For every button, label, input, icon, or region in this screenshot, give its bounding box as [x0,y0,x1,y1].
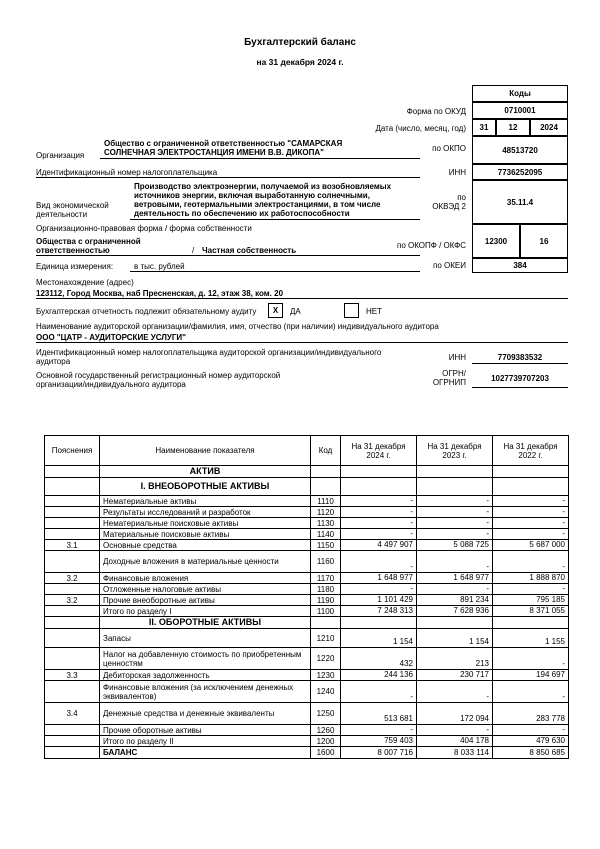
row-note [45,736,100,747]
row-value-2022: 8 850 685 [493,747,569,759]
row-code: 1170 [311,573,341,584]
table-row [45,551,569,573]
row-value-2022: 1 888 870 [493,573,569,584]
row-note: 3.2 [45,595,100,606]
row-code: 1260 [311,725,341,736]
row-note [45,584,100,595]
row-note [45,496,100,507]
row-value-2024: 759 403 [341,736,417,747]
table-row [45,540,569,551]
row-value-2022: 8 371 055 [493,606,569,617]
okopf-value: 12300 [472,224,520,258]
audit-no-checkbox[interactable] [344,303,359,318]
row-code: 1140 [311,529,341,540]
unit-value: в тыс. рублей [134,262,185,271]
row-value-2024: - [341,507,417,518]
row-value-2023: - [417,518,493,529]
auditor-inn-underline [472,363,568,364]
row-value-2022: - [493,725,569,736]
row-value-2023: 5 088 725 [417,540,493,551]
auditor-inn-label: ИНН [448,353,466,362]
row-name: Материальные поисковые активы [100,529,311,540]
row-value-2022: 1 155 [493,629,569,648]
row-value-2023: 1 154 [417,629,493,648]
row-value-2024: 513 681 [341,703,417,725]
row-value-2024: - [341,725,417,736]
activity-underline [130,219,420,220]
row-note [45,725,100,736]
table-row [45,507,569,518]
okei-label: по ОКЕИ [433,261,466,270]
row-value-2023: 891 234 [417,595,493,606]
row-value-2024: 244 136 [341,670,417,681]
row-name: Прочие внеоборотные активы [100,595,311,606]
org-name: Общество с ограниченной ответственностью "САМАРСКАЯ СОЛНЕЧНАЯ ЭЛЕКТРОСТАНЦИЯ ИМЕНИ В.В. ДИКОПА" [104,139,343,157]
assets-heading: АКТИВ [100,466,311,478]
row-value-2024: 1 154 [341,629,417,648]
balance-table [44,435,569,759]
ownership-value: Частная собственность [202,246,297,255]
date-day: 31 [472,119,496,136]
row-name: Финансовые вложения (за исключением денежных эквивалентов) [100,681,311,703]
date-label: Дата (число, месяц, год) [375,124,466,133]
row-value-2024: - [341,584,417,595]
row-code: 1120 [311,507,341,518]
row-value-2024: - [341,529,417,540]
row-value-2024: - [341,518,417,529]
audit-yes-checkbox[interactable]: X [268,303,283,318]
location-label: Местонахождение (адрес) [36,278,134,287]
audit-yes-label: ДА [290,307,301,316]
row-code: 1250 [311,703,341,725]
date-year: 2024 [530,119,568,136]
row-value-2023: - [417,496,493,507]
auditor-ogrn-value: 1027739707203 [491,374,549,383]
row-name: Денежные средства и денежные эквиваленты [100,703,311,725]
taxid-underline [36,177,420,178]
row-note [45,518,100,529]
auditor-underline [36,342,568,343]
section2-row [45,617,569,629]
inn-value: 7736252095 [472,164,568,180]
legal-form-value: Общества с ограниченной ответственностью [36,237,141,255]
row-name: Результаты исследований и разработок [100,507,311,518]
row-value-2022: 194 697 [493,670,569,681]
row-value-2024: 8 007 716 [341,747,417,759]
activity-label: Вид экономической деятельности [36,201,109,219]
row-value-2022: - [493,551,569,573]
table-row [45,648,569,670]
row-value-2022: - [493,496,569,507]
row-name: Итого по разделу II [100,736,311,747]
table-row [45,573,569,584]
row-code: 1230 [311,670,341,681]
row-value-2024: 4 497 907 [341,540,417,551]
row-note [45,681,100,703]
row-code: 1180 [311,584,341,595]
row-value-2022: 479 630 [493,736,569,747]
row-name: Итого по разделу I [100,606,311,617]
row-note [45,648,100,670]
header-notes: Пояснения [45,436,100,466]
table-header-row [45,436,569,466]
table-row [45,670,569,681]
row-code: 1100 [311,606,341,617]
row-value-2022: 5 687 000 [493,540,569,551]
row-value-2022: - [493,529,569,540]
row-note [45,629,100,648]
row-note: 3.3 [45,670,100,681]
row-name: Основные средства [100,540,311,551]
row-name: Финансовые вложения [100,573,311,584]
okud-label: Форма по ОКУД [406,107,466,116]
doc-date: на 31 декабря 2024 г. [256,57,344,67]
section1-row [45,478,569,496]
row-value-2023: 7 628 936 [417,606,493,617]
table-row [45,529,569,540]
doc-title: Бухгалтерский баланс [244,37,356,48]
header-code: Код [311,436,341,466]
taxid-label: Идентификационный номер налогоплательщика [36,168,218,177]
header-col2: На 31 декабря 2023 г. [417,436,493,466]
table-row [45,747,569,759]
row-name: БАЛАНС [100,747,311,759]
row-name: Отложенные налоговые активы [100,584,311,595]
row-name: Запасы [100,629,311,648]
row-value-2024: - [341,681,417,703]
row-name: Налог на добавленную стоимость по приобретенным ценностям [100,648,311,670]
row-code: 1160 [311,551,341,573]
row-note: 3.4 [45,703,100,725]
header-name: Наименование показателя [100,436,311,466]
address-value: 123112, Город Москва, наб Пресненская, д. 12, этаж 38, ком. 20 [36,289,284,298]
row-code: 1600 [311,747,341,759]
row-note [45,606,100,617]
okei-value: 384 [472,258,568,273]
table-row [45,606,569,617]
row-value-2022: - [493,518,569,529]
row-value-2023: 8 033 114 [417,747,493,759]
row-name: Нематериальные активы [100,496,311,507]
table-row [45,703,569,725]
activity-text: Производство электроэнергии, получаемой из возобновляемых источников энергии, включая выработанную солнечными, ветровыми, геотермальными электростанциями, в том числе деятельность по обеспечению их работоспособности [134,182,392,218]
auditor-ogrn-code-label: ОГРН/ ОГРНИП [432,369,466,387]
row-name: Дебиторская задолженность [100,670,311,681]
row-value-2023: 1 648 977 [417,573,493,584]
legal-form-label: Организационно-правовая форма / форма собственности [36,224,252,233]
row-value-2022: 795 185 [493,595,569,606]
row-name: Нематериальные поисковые активы [100,518,311,529]
auditor-name: ООО "ЦАТР - АУДИТОРСКИЕ УСЛУГИ" [36,333,186,342]
okved-value: 35.11.4 [472,180,568,224]
row-value-2022: 283 778 [493,703,569,725]
okpo-label: по ОКПО [432,144,466,153]
row-value-2024: - [341,496,417,507]
row-value-2023: 213 [417,648,493,670]
okved-label: по ОКВЭД 2 [432,193,466,211]
row-value-2024: 7 248 313 [341,606,417,617]
auditor-ogrn-underline [472,387,568,388]
row-value-2023: 404 178 [417,736,493,747]
table-row [45,681,569,703]
row-note [45,529,100,540]
row-name: Прочие оборотные активы [100,725,311,736]
legal-form-underline [36,255,420,256]
row-value-2022: - [493,584,569,595]
address-underline [36,298,568,299]
row-value-2024: 432 [341,648,417,670]
date-month: 12 [496,119,530,136]
okfs-value: 16 [520,224,568,258]
row-note [45,507,100,518]
row-note [45,747,100,759]
unit-label: Единица измерения: [36,262,114,271]
org-label: Организация [36,151,85,160]
row-value-2023: - [417,529,493,540]
row-note: 3.1 [45,540,100,551]
row-code: 1110 [311,496,341,507]
row-value-2024: 1 101 429 [341,595,417,606]
header-col3: На 31 декабря 2022 г. [493,436,569,466]
audit-subject-label: Бухгалтерская отчетность подлежит обязательному аудиту [36,307,257,316]
row-value-2024: - [341,551,417,573]
row-value-2022: - [493,507,569,518]
legal-form-slash: / [192,246,195,255]
okud-value: 0710001 [472,102,568,119]
table-row [45,725,569,736]
section2-heading: II. ОБОРОТНЫЕ АКТИВЫ [100,617,311,629]
section1-heading: I. ВНЕОБОРОТНЫЕ АКТИВЫ [100,478,311,496]
row-code: 1150 [311,540,341,551]
row-note: 3.2 [45,573,100,584]
row-name: Доходные вложения в материальные ценности [100,551,311,573]
row-value-2023: - [417,584,493,595]
row-code: 1210 [311,629,341,648]
unit-underline [130,271,420,272]
row-code: 1200 [311,736,341,747]
row-code: 1220 [311,648,341,670]
auditor-inn-value: 7709383532 [497,353,543,362]
assets-row [45,466,569,478]
org-name-underline [100,158,420,159]
row-value-2023: 172 094 [417,703,493,725]
row-value-2023: - [417,507,493,518]
okopf-label: по ОКОПФ / ОКФС [397,241,466,250]
row-value-2023: - [417,681,493,703]
auditor-ogrn-label: Основной государственный регистрационный номер аудиторской организации/индивидуального аудитора [36,371,281,389]
table-row [45,736,569,747]
row-code: 1130 [311,518,341,529]
row-value-2022: - [493,681,569,703]
auditor-label: Наименование аудиторской организации/фамилия, имя, отчество (при наличии) индивидуального аудитора [36,322,439,331]
table-row [45,518,569,529]
table-row [45,584,569,595]
table-row [45,595,569,606]
row-value-2022: - [493,648,569,670]
row-value-2023: - [417,725,493,736]
header-col1: На 31 декабря 2024 г. [341,436,417,466]
row-code: 1240 [311,681,341,703]
row-value-2023: 230 717 [417,670,493,681]
row-note [45,551,100,573]
row-value-2023: - [417,551,493,573]
codes-header: Коды [472,85,568,102]
auditor-taxid-label: Идентификационный номер налогоплательщика аудиторской организации/индивидуального аудитора [36,348,382,366]
row-value-2024: 1 648 977 [341,573,417,584]
row-code: 1190 [311,595,341,606]
audit-no-label: НЕТ [366,307,382,316]
inn-label: ИНН [448,168,466,177]
table-row [45,629,569,648]
table-row [45,496,569,507]
okpo-value: 48513720 [472,136,568,164]
